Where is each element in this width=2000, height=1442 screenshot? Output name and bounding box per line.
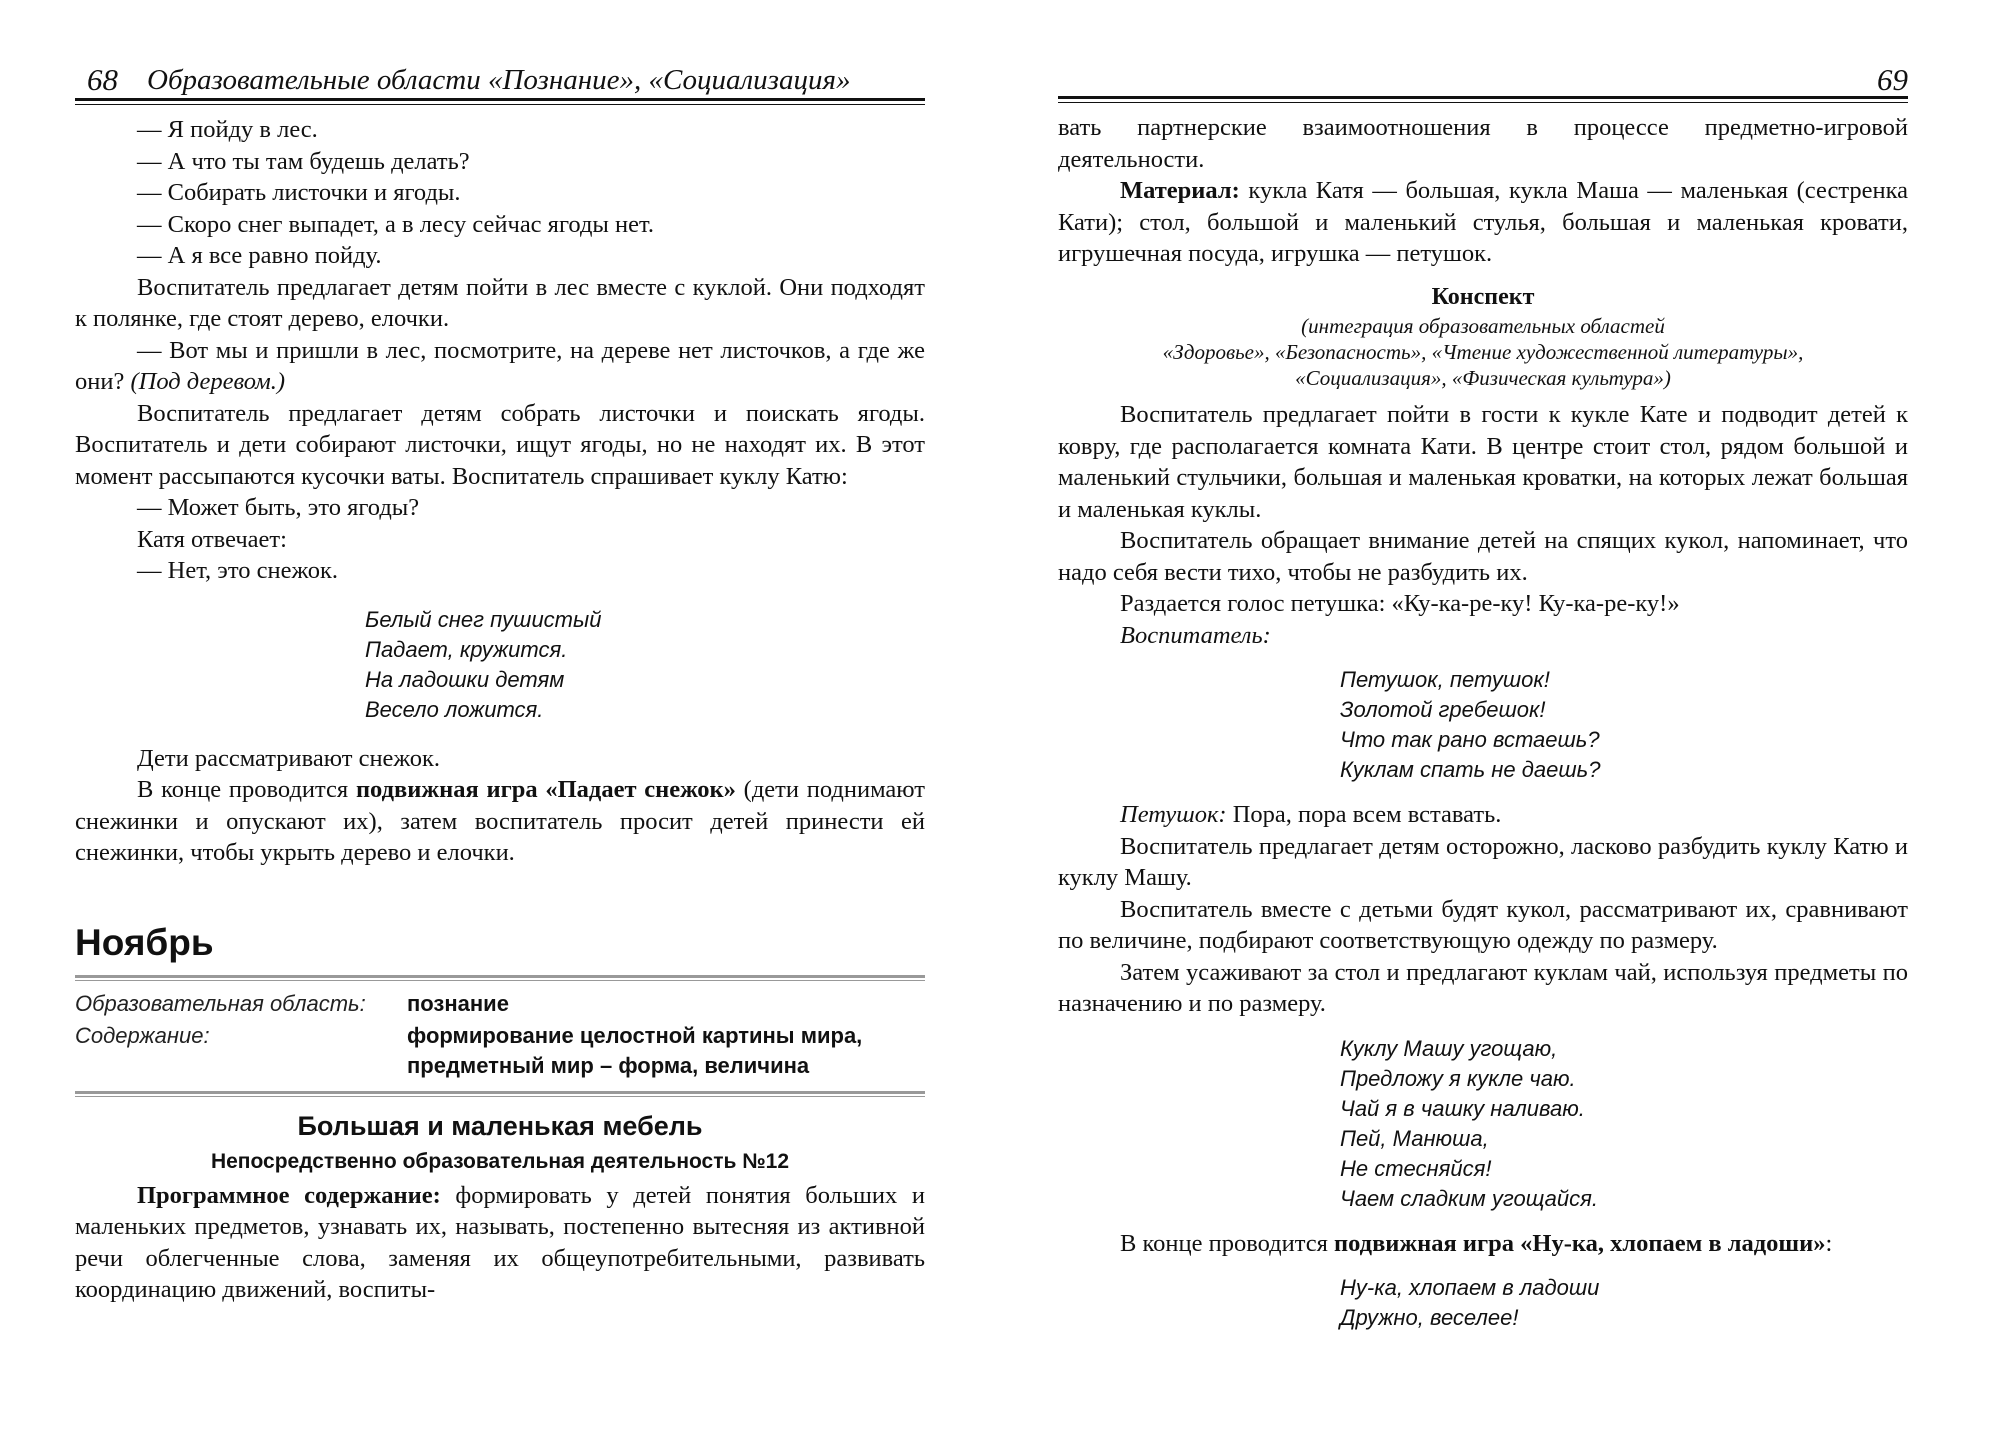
meta-label: Образовательная область: (75, 990, 366, 1016)
lesson-subtitle: Непосредственно образовательная деятельность №12 (210, 1149, 790, 1173)
poem-line: Падает, кружится. (365, 636, 568, 662)
paragraph: Воспитатель предлагает пойти в гости к кукле Кате и подводит детей к ковру, где располагается комната Кати. В центре стоит стол, рядом большой и маленький стульчики, большая и маленькая кроватки, на которых лежат большая и маленькая куклы. (1058, 401, 1908, 523)
paragraph-text: В конце проводится (1120, 1229, 1335, 1257)
paragraph (1058, 1228, 1908, 1260)
poem (1340, 1034, 1908, 1214)
poem-line: Петушок, петушок! (1340, 667, 1550, 692)
paragraph: Воспитатель предлагает детям собрать листочки и поискать ягоды. Воспитатель и дети собирают листочки, ищут ягоды, но не находят их. В этот момент рассыпаются кусочки ваты. Воспитатель спрашивает куклу Катю: (75, 399, 925, 490)
left-header (75, 0, 925, 96)
speaker-name: Петушок: (1120, 801, 1227, 828)
paragraph-bold: подвижная игра «Ну-ка, хлопаем в ладоши» (1334, 1229, 1826, 1257)
paragraph-italic: (Под деревом.) (130, 368, 286, 395)
dialog-line: Катя отвечает: (137, 525, 287, 553)
lesson-title: Большая и маленькая мебель (297, 1110, 703, 1141)
paragraph-bold: Программное содержание: (137, 1181, 441, 1209)
integration-line: «Социализация», «Физическая культура») (1295, 366, 1671, 390)
paragraph (75, 774, 925, 869)
running-title: Образовательные области «Познание», «Социализация» (147, 64, 851, 96)
paragraph-text: В конце проводится (137, 776, 356, 803)
program-block (75, 1180, 925, 1306)
integration-line: (интеграция образовательных областей (1301, 314, 1665, 338)
dialog-line: — Я пойду в лес. (137, 116, 318, 143)
paragraph: Воспитатель предлагает детям пойти в лес вместе с куклой. Они подходят к полянке, где стоят дерево, елочки. (75, 273, 925, 332)
integration-line: «Здоровье», «Безопасность», «Чтение художественной литературы», (1162, 340, 1804, 364)
paragraph-bold: подвижная игра «Падает снежок» (355, 776, 736, 803)
meta-label: Содержание: (75, 1022, 210, 1048)
meta-value-line: формирование целостной картины мира, (407, 1022, 863, 1048)
meta-block (75, 989, 925, 1081)
speaker-label (1058, 620, 1908, 652)
right-header (1058, 0, 1908, 96)
month-heading: Ноябрь (75, 921, 214, 963)
poem (365, 605, 925, 725)
paragraph (1058, 799, 1908, 831)
left-body (75, 114, 925, 869)
paragraph-text: формировать у детей понятия больших и маленьких предметов, узнавать их, называть, постепенно вытесняя из активной речи облегченные слова, заменяя их общеупотребительными, развивать координацию движений, воспиты- (75, 1181, 925, 1303)
paragraph-bold: Материал: (1120, 177, 1240, 204)
poem-line: Что так рано встаешь? (1340, 727, 1600, 752)
right-page (1058, 0, 1908, 1442)
header-rule (1058, 96, 1908, 103)
paragraph: Воспитатель предлагает детям осторожно, ласково разбудить куклу Катю и куклу Машу. (1058, 832, 1908, 891)
poem-line: Ну-ка, хлопаем в ладоши (1340, 1275, 1600, 1300)
page-number: 68 (87, 62, 118, 97)
meta-row (75, 989, 925, 1019)
page-number: 69 (1877, 62, 1908, 97)
poem-line: Пей, Манюша, (1340, 1125, 1489, 1151)
dialog-line: — Собирать листочки и ягоды. (137, 179, 461, 206)
paragraph: Воспитатель вместе с детьми будят кукол, рассматривают их, сравнивают по величине, подбирают соответствующую одежду по размеру. (1058, 895, 1908, 954)
paragraph-text: (дети поднимают снежинки и опускают их), затем воспитатель просит детей принести ей снежинки, чтобы укрыть дерево и елочки. (75, 776, 925, 866)
poem-line: Дружно, веселее! (1340, 1305, 1519, 1330)
konspekt-heading: Конспект (1431, 283, 1535, 310)
poem-line: Чаем сладким угощайся. (1340, 1185, 1598, 1211)
section-rule (75, 1091, 925, 1097)
poem-line: Куклам спать не даешь? (1340, 757, 1601, 782)
poem (1340, 665, 1908, 785)
paragraph: Раздается голос петушка: «Ку-ка-ре-ку! Ку-ка-ре-ку!» (1120, 590, 1680, 617)
poem-line: Предложу я кукле чаю. (1340, 1065, 1576, 1091)
meta-value: познание (407, 990, 509, 1016)
dialog-line: — Нет, это снежок. (137, 557, 339, 584)
dialog-line: — Может быть, это ягоды? (137, 494, 420, 521)
dialog-line: — А что ты там будешь делать? (137, 147, 470, 175)
header-rule (75, 98, 925, 105)
paragraph: вать партнерские взаимоотношения в процессе предметно-игровой деятельности. (1058, 114, 1908, 173)
poem-line: Весело ложится. (365, 696, 544, 722)
poem-line: Куклу Машу угощаю, (1340, 1035, 1558, 1061)
paragraph-text: — Вот мы и пришли в лес, посмотрите, на дереве нет листочков, а где же они? (75, 336, 925, 395)
dialog-line: — А я все равно пойду. (137, 242, 382, 269)
paragraph (75, 1180, 925, 1306)
paragraph: Дети рассматривают снежок. (137, 744, 441, 772)
section-rule (75, 975, 925, 981)
poem-line: На ладошки детям (365, 666, 565, 692)
left-page (75, 0, 925, 1442)
poem-line: Белый снег пушистый (365, 606, 602, 632)
right-body (1058, 112, 1908, 1333)
paragraph: Воспитатель обращает внимание детей на спящих кукол, напоминает, что надо себя вести тихо, чтобы не разбудить их. (1058, 527, 1908, 586)
paragraph-text: Пора, пора всем вставать. (1226, 801, 1502, 828)
poem-line: Не стесняйся! (1340, 1155, 1492, 1181)
meta-value (407, 1021, 925, 1081)
paragraph (75, 335, 925, 398)
poem-line: Золотой гребешок! (1340, 697, 1546, 722)
poem-line: Чай я в чашку наливаю. (1340, 1095, 1585, 1121)
paragraph (1058, 175, 1908, 270)
paragraph-text: кукла Катя — большая, кукла Маша — маленькая (сестренка Кати); стол, большой и маленький стулья, большая и маленькая кровати, игрушечная посуда, игрушка — петушок. (1058, 177, 1908, 267)
meta-row (75, 1021, 925, 1081)
dialog-line: — Скоро снег выпадет, а в лесу сейчас ягоды нет. (137, 210, 654, 238)
speaker-name: Воспитатель: (1120, 621, 1271, 649)
poem (1340, 1273, 1908, 1333)
paragraph: Затем усаживают за стол и предлагают куклам чай, используя предметы по назначению и по размеру. (1058, 958, 1908, 1017)
meta-value-line: предметный мир – форма, величина (407, 1052, 810, 1078)
paragraph-text: : (1825, 1229, 1833, 1257)
integration-note (1058, 313, 1908, 391)
